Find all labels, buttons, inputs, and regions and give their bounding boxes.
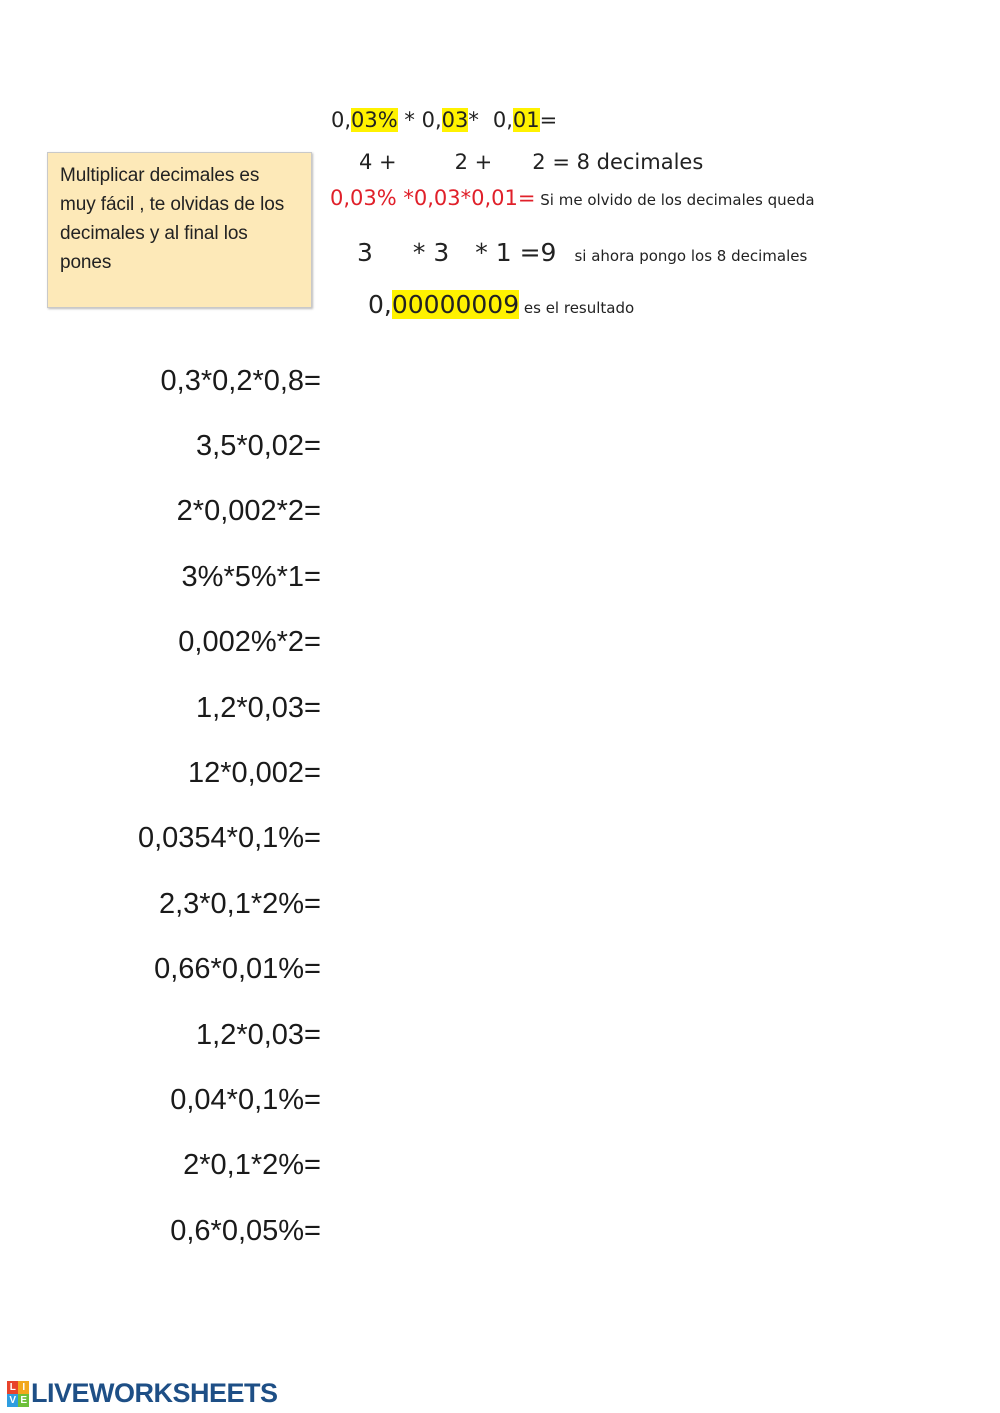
example-equation [331,108,557,132]
problem-item: 0,0354*0,1%= [137,822,321,854]
result-line [368,290,634,319]
result-digits: 00000009 [391,290,520,319]
forget-comment: Si me olvido de los decimales queda [535,191,815,209]
problem-item: 0,66*0,01%= [154,953,321,985]
eq-part: 0, [492,108,513,132]
decimal-count-line [359,150,703,174]
forget-decimals-line [330,186,815,210]
instruction-text: Multiplicar decimales es muy fácil , te olvidas de los decimales y al final los pones [60,165,285,273]
eq-part: 0, [331,108,352,132]
instruction-note [47,152,312,308]
result-prefix: 0, [368,290,392,319]
count-a: 4 + [359,150,397,174]
logo-icon: L I V E [7,1381,29,1407]
problem-item: 0,6*0,05%= [170,1215,321,1247]
eq-highlight-2: 03 [441,108,469,132]
integer-product-line [357,238,807,267]
eq-part: = [539,108,558,132]
problem-item: 3%*5%*1= [181,561,321,593]
red-formula: 0,03% *0,03*0,01= [330,186,536,210]
problem-item: 2*0,1*2%= [183,1149,321,1181]
problem-item: 12*0,002= [187,757,321,789]
problem-item: 2,3*0,1*2%= [158,888,321,920]
factor-b: * 3 [412,238,450,267]
problem-item: 0,3*0,2*0,8= [160,365,321,397]
product-comment: si ahora pongo los 8 decimales [574,247,808,265]
count-total: 2 = 8 decimales [532,150,704,174]
factor-c: * 1 [475,238,512,267]
problem-item: 0,002%*2= [178,626,321,658]
count-b: 2 + [454,150,493,174]
factor-a: 3 [357,238,373,267]
eq-part: * [468,108,479,132]
problem-item: 1,2*0,03= [196,692,321,724]
problem-item: 3,5*0,02= [196,430,321,462]
eq-highlight-3: 01 [512,108,540,132]
problem-item: 2*0,002*2= [176,495,321,527]
brand-text: LIVEWORKSHEETS [31,1378,278,1408]
problem-item: 1,2*0,03= [196,1019,321,1051]
liveworksheets-logo [7,1378,278,1409]
eq-highlight-1: 03% [351,108,398,132]
eq-part: * 0, [397,108,442,132]
product: =9 [511,238,557,267]
problem-item: 0,04*0,1%= [170,1084,321,1116]
result-comment: es el resultado [519,299,635,317]
